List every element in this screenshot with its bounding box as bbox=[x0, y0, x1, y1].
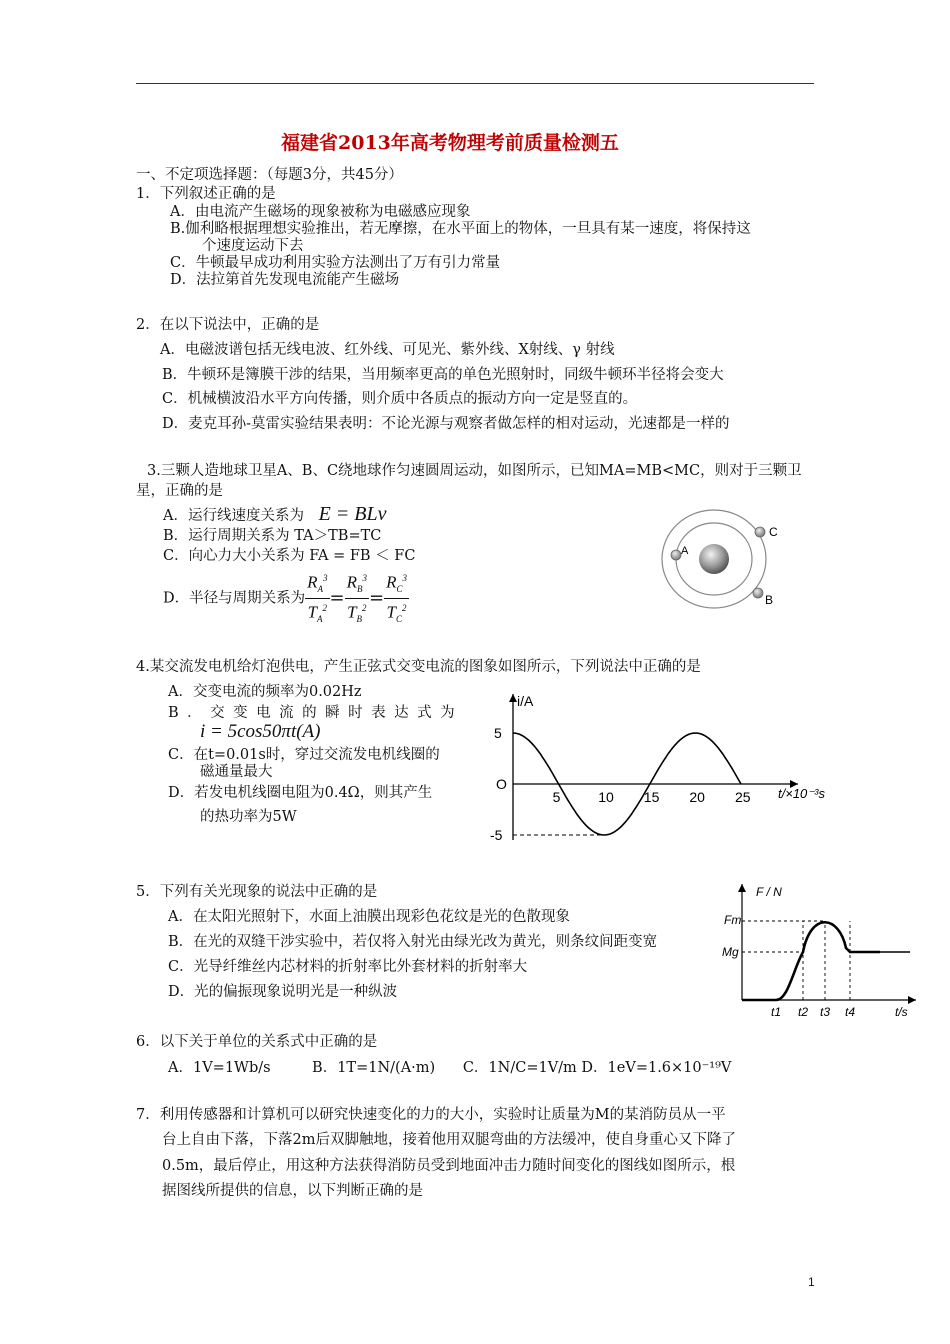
origin-label: O bbox=[496, 776, 507, 792]
section-heading: 一、不定项选择题：（每题3分，共45分） bbox=[136, 167, 403, 183]
q2-option-d: D．麦克耳孙-莫雷实验结果表明：不论光源与观察者做怎样的相对运动，光速都是一样的 bbox=[162, 416, 730, 432]
q4-option-d-cont: 的热功率为5W bbox=[200, 809, 297, 825]
q5-option-b: B．在光的双缝干涉实验中，若仅将入射光由绿光改为黄光，则条纹间距变宽 bbox=[168, 934, 658, 950]
q3-stem: 3.三颗人造地球卫星A、B、C绕地球作匀速圆周运动，如图所示，已知MA=MB<MC，则对于三颗卫 bbox=[147, 463, 802, 479]
x-tick-label: 20 bbox=[689, 789, 705, 805]
x-axis-arrow bbox=[908, 996, 916, 1004]
label-c: C bbox=[769, 525, 778, 539]
q2-option-c: C．机械横波沿水平方向传播，则介质中各质点的振动方向一定是竖直的。 bbox=[162, 391, 638, 407]
ac-chart-plot bbox=[490, 693, 825, 843]
earth bbox=[699, 544, 729, 574]
q1-option-c: C．牛顿最早成功利用实验方法测出了万有引力常量 bbox=[170, 255, 501, 271]
y-axis-arrow bbox=[509, 694, 517, 702]
header-rule bbox=[136, 83, 814, 84]
q1-stem: 1．下列叙述正确的是 bbox=[136, 186, 276, 202]
q3-stem-cont: 星，正确的是 bbox=[136, 483, 223, 499]
satellite-b bbox=[753, 588, 763, 598]
q2-stem: 2．在以下说法中，正确的是 bbox=[136, 317, 320, 333]
label-a: A bbox=[681, 545, 689, 557]
q1-option-b: B.伽利略根据理想实验推出，若无摩擦，在水平面上的物体，一旦具有某一速度，将保持这 bbox=[170, 221, 751, 237]
y-tick-label: Mg bbox=[722, 945, 739, 959]
q7-line-4: 据图线所提供的信息，以下判断正确的是 bbox=[162, 1183, 423, 1199]
q3-option-b: B．运行周期关系为 TA＞TB=TC bbox=[163, 528, 382, 544]
x-axis-label: t/s bbox=[895, 1005, 908, 1019]
x-tick-label: 10 bbox=[598, 789, 614, 805]
q2-option-b: B．牛顿环是簿膜干涉的结果，当用频率更高的单色光照射时，同级牛顿环半径将会变大 bbox=[162, 367, 724, 383]
q4-option-b-formula: i = 5cos50πt(A) bbox=[200, 721, 321, 742]
q6-stem: 6．以下关于单位的关系式中正确的是 bbox=[136, 1034, 378, 1050]
q3-option-a bbox=[163, 505, 387, 525]
q4-option-a: A．交变电流的频率为0.02Hz bbox=[168, 684, 362, 700]
q7-line-1: 7．利用传感器和计算机可以研究快速变化的力的大小，实验时让质量为M的某消防员从一平 bbox=[136, 1107, 726, 1123]
q2-option-a: A．电磁波谱包括无线电波、红外线、可见光、紫外线、X射线、γ 射线 bbox=[160, 342, 615, 358]
q4-option-b: B．交变电流的瞬时表达式为 bbox=[168, 705, 464, 721]
q1-option-a: A．由电流产生磁场的现象被称为电磁感应现象 bbox=[170, 204, 471, 220]
force-curve bbox=[742, 922, 880, 1000]
q3-option-a-formula: E = BLv bbox=[318, 503, 387, 525]
y-axis-label: i/A bbox=[517, 693, 534, 709]
q3-option-d-label: D．半径与周期关系为 bbox=[163, 590, 306, 607]
frac-b: $\frac{R_B^3}{T_B^2}$ bbox=[345, 569, 369, 628]
x-tick-label: t1 bbox=[771, 1005, 782, 1019]
q5-option-c: C．光导纤维丝内芯材料的折射率比外套材料的折射率大 bbox=[168, 959, 528, 975]
q4-stem: 4.某交流发电机给灯泡供电，产生正弦式交变电流的图象如图所示，下列说法中正确的是 bbox=[136, 659, 701, 675]
x-tick-label: 25 bbox=[735, 789, 751, 805]
q3-option-c: C．向心力大小关系为 FA = FB ＜ FC bbox=[163, 548, 416, 564]
q4-option-c-cont: 磁通量最大 bbox=[200, 764, 273, 780]
y-axis-label: F / N bbox=[756, 885, 782, 899]
ac-current-chart bbox=[488, 688, 848, 848]
satellite-orbit-figure bbox=[652, 505, 784, 617]
q3-option-a-label: A．运行线速度关系为 bbox=[163, 508, 304, 524]
x-tick-label: 5 bbox=[552, 789, 561, 805]
x-axis-label: t/×10⁻³s bbox=[778, 786, 825, 801]
satellite-a bbox=[671, 550, 681, 560]
force-chart-plot bbox=[722, 884, 916, 1019]
frac-a: $\frac{R_A^3}{T_A^2}$ bbox=[305, 569, 329, 628]
frac-c: $\frac{R_C^3}{T_C^2}$ bbox=[384, 569, 409, 628]
satellite-c bbox=[755, 527, 765, 537]
page-title: 福建省2013年高考物理考前质量检测五 bbox=[281, 132, 619, 154]
q3-option-d: D．半径与周期关系为 $\frac{R_A^3}{T_A^2}$ = $\frac{R_B^3}{T_B^2}$ = $\frac{R_C^3}{T_C^2}$ bbox=[163, 569, 409, 628]
q4-option-d: D．若发电机线圈电阻为0.4Ω，则其产生 bbox=[168, 785, 433, 801]
q6-options: A．1V=1Wb/s B．1T=1N/(A·m) C．1N/C=1V/m D．1eV=1.6×10⁻¹⁹V bbox=[168, 1060, 732, 1076]
y-tick-label: 5 bbox=[494, 725, 502, 741]
q4-option-c: C．在t=0.01s时，穿过交流发电机线圈的 bbox=[168, 747, 440, 763]
y-tick-label: Fm bbox=[724, 913, 742, 927]
y-tick-label: -5 bbox=[490, 827, 503, 843]
y-axis-arrow bbox=[738, 884, 746, 892]
force-time-chart bbox=[722, 880, 926, 1020]
q5-option-d: D．光的偏振现象说明光是一种纵波 bbox=[168, 984, 398, 1000]
x-tick-label: 15 bbox=[643, 789, 660, 805]
page-number: 1 bbox=[808, 1275, 815, 1289]
q1-option-d: D．法拉第首先发现电流能产生磁场 bbox=[170, 272, 400, 288]
q5-option-a: A．在太阳光照射下，水面上油膜出现彩色花纹是光的色散现象 bbox=[168, 909, 570, 925]
q7-line-3: 0.5m，最后停止，用这种方法获得消防员受到地面冲击力随时间变化的图线如图所示，根 bbox=[162, 1158, 736, 1174]
x-tick-label: t4 bbox=[845, 1005, 856, 1019]
q7-line-2: 台上自由下落，下落2m后双脚触地，接着他用双腿弯曲的方法缓冲，使自身重心又下降了 bbox=[162, 1132, 736, 1148]
label-b: B bbox=[765, 593, 774, 607]
x-tick-label: t2 bbox=[798, 1005, 809, 1019]
q1-option-b-cont: 个速度运动下去 bbox=[202, 238, 304, 254]
q5-stem: 5．下列有关光现象的说法中正确的是 bbox=[136, 884, 378, 900]
x-tick-label: t3 bbox=[820, 1005, 831, 1019]
